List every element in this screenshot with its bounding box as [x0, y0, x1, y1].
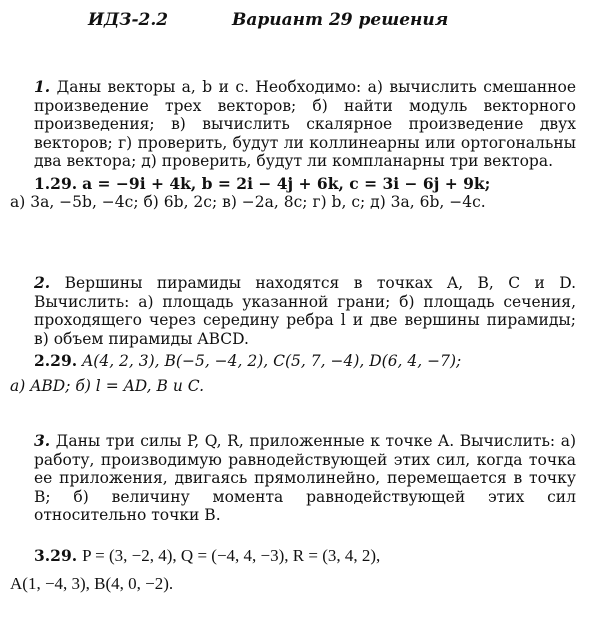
- task-3-number: 3.: [34, 431, 51, 450]
- task-1-variant-subtasks: а) 3a, −5b, −4c; б) 6b, 2c; в) −2a, 8c; г) b, c; д) 3a, 6b, −4c.: [10, 193, 486, 211]
- task-1-variant-vectors: a = −9i + 4k, b = 2i − 4j + 6k, c = 3i − 6j + 9k;: [82, 173, 491, 193]
- task-2-text: Вершины пирамиды находятся в точках A, B, C и D. Вычислить: а) площадь указанной грани; б) площадь сечения, проходящего через середину ребра l и две вершины пирамиды; в) объем пирамиды ABCD.: [34, 274, 576, 348]
- task-2-number: 2.: [34, 273, 51, 292]
- task-1-variant-number: 1.29.: [34, 173, 78, 193]
- task-1-text: Даны векторы a, b и c. Необходимо: а) вычислить смешанное произведение трех векторов; б) найти модуль векторного произведения; в) вычислить скалярное произведение двух векторов; г) проверить, будут ли коллинеарны или ортогональны два вектора; д) проверить, будут ли компланарны три вектора.: [34, 78, 577, 170]
- task-2-variant-subtasks: а) ABD; б) l = AD, B и C.: [10, 376, 204, 395]
- doc-code: ИДЗ-2.2: [88, 10, 169, 30]
- task-3-variant-number: 3.29.: [34, 545, 78, 565]
- task-2-variant-number: 2.29.: [34, 351, 78, 370]
- task-2-variant-points: A(4, 2, 3), B(−5, −4, 2), C(5, 7, −4), D(6, 4, −7);: [82, 352, 462, 370]
- task-3-variant-points: A(1, −4, 3), B(4, 0, −2).: [10, 574, 174, 593]
- task-1-number: 1.: [34, 77, 51, 96]
- task-3: [10, 432, 576, 594]
- task-3-variant-forces: P = (3, −2, 4), Q = (−4, 4, −3), R = (3, 4, 2),: [82, 545, 381, 565]
- task-2: [10, 274, 576, 395]
- task-1: [10, 78, 576, 212]
- task-3-text: Даны три силы P, Q, R, приложенные к точке A. Вычислить: а) работу, производимую равнодействующей этих сил, когда точка ее приложения, двигаясь прямолинейно, перемещается в точку B; б) величину момента равнодействующей этих сил относительно точки B.: [34, 432, 576, 524]
- doc-variant-title: Вариант 29 решения: [232, 10, 449, 30]
